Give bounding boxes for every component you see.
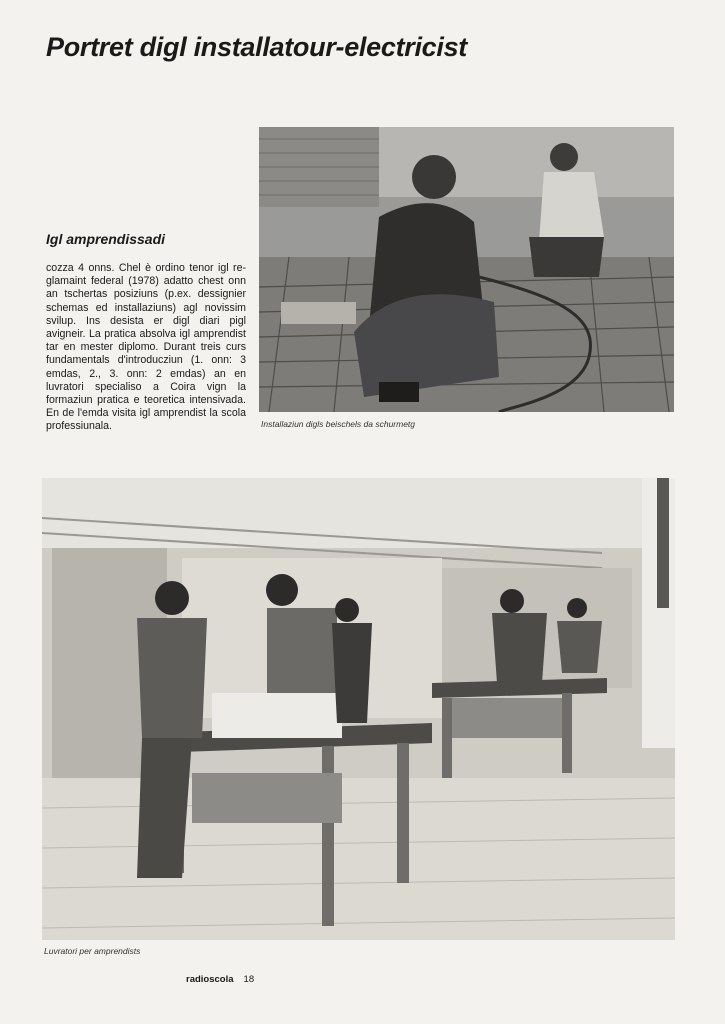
photo-installation-site [259,127,674,412]
body-paragraph: cozza 4 onns. Chel è ordino tenor igl reglamaint federal (1978) adatto chest onn an tschertas posiziuns (p.ex. dessignier schemas ed installaziuns) agl novissim svilup. Ins desista er digl diari pigl avigneir. La pratica absolva igl amprendist tar en mester diplomo. Durant treis curs fundamentals d'introducziun (1. onn: 3 emdas, 2., 3. onn: 2 emdas) an en luvratori specialiso a Coira vign la formaziun pratica e teoretica intensivada. En de l'emda visita igl amprendist la scola professiunala. [46,262,246,433]
photo-caption-1: Installaziun digls beischels da schurmetg [261,419,416,429]
publication-name: radioscola [186,974,234,985]
photo-caption-2: Luvratori per amprendists [44,946,141,956]
page-footer [186,974,254,985]
photo-workshop [42,478,675,940]
section-heading: Igl amprendissadi [46,231,166,247]
page-number: 18 [243,974,255,985]
page-title: Portret digl installatour-electricist [46,32,467,62]
